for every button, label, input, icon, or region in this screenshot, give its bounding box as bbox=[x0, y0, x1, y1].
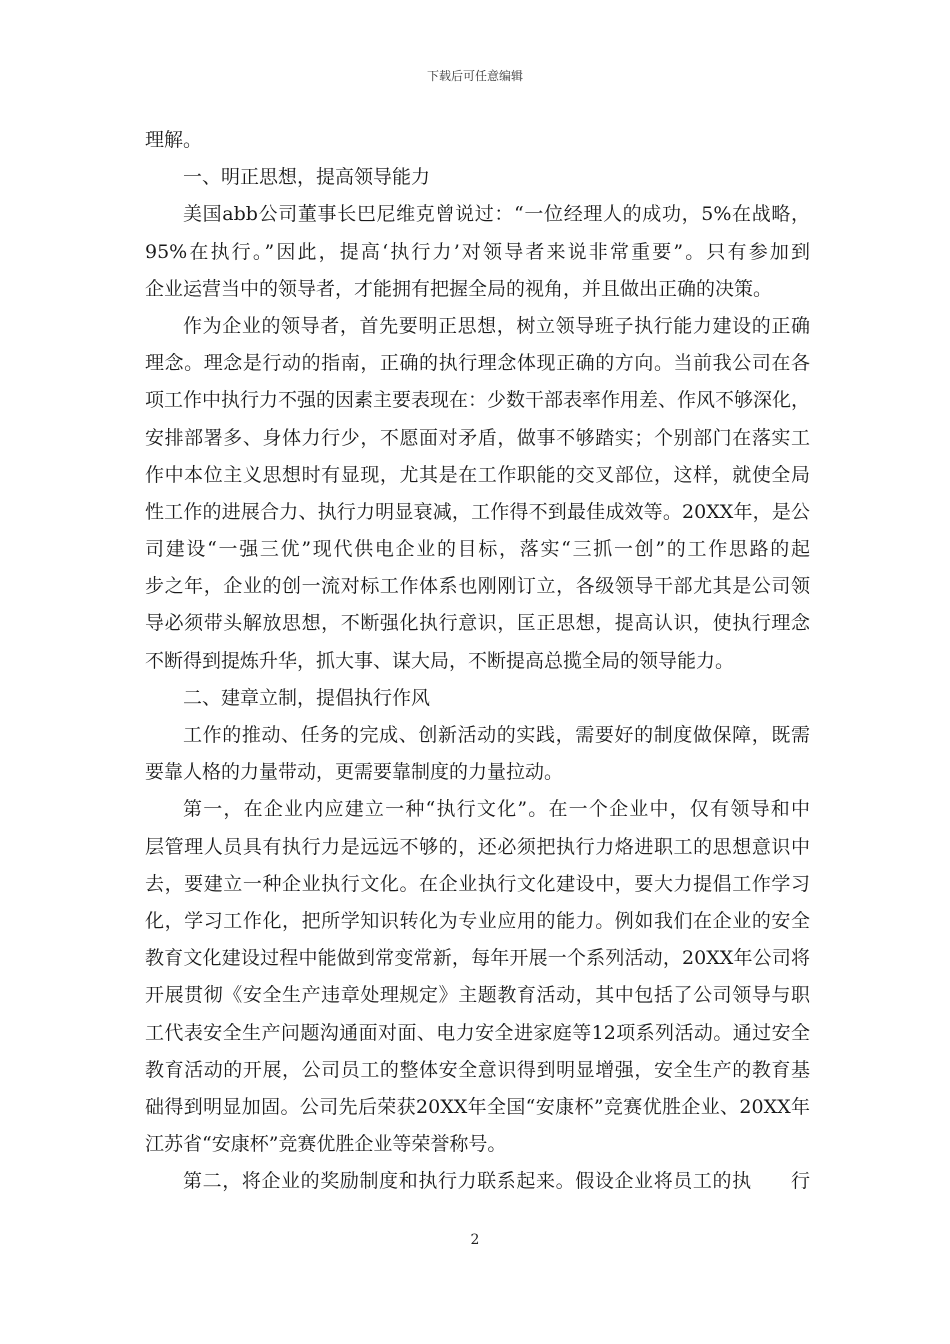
text-line: 安排部署多、身体力行少，不愿面对矛盾，做事不够踏实；个别部门在落实工 bbox=[145, 426, 810, 449]
text-line: 企业运营当中的领导者，才能拥有把握全局的视角，并且做出正确的决策。 bbox=[145, 277, 773, 300]
text-line: 导必须带头解放思想，不断强化执行意识，匡正思想，提高认识，使执行理念 bbox=[145, 612, 810, 635]
text-line: 工代表安全生产问题沟通面对面、电力安全进家庭等12项系列活动。通过安全 bbox=[145, 1021, 810, 1044]
text-line: 开展贯彻《安全生产违章处理规定》主题教育活动，其中包括了公司领导与职 bbox=[145, 984, 810, 1007]
text-line: 础得到明显加固。公司先后荣获20XX年全国“安康杯”竞赛优胜企业、20XX年 bbox=[145, 1095, 810, 1118]
text-line: 第一，在企业内应建立一种“执行文化”。在一个企业中，仅有领导和中 bbox=[183, 798, 810, 821]
text-line: 作为企业的领导者，首先要明正思想，树立领导班子执行能力建设的正确 bbox=[183, 314, 810, 337]
text-line: 工作的推动、任务的完成、创新活动的实践，需要好的制度做保障，既需 bbox=[183, 724, 810, 746]
page-header: 下载后可任意编辑 bbox=[426, 69, 523, 83]
text-line: 司建设“一强三优”现代供电企业的目标，落实“三抓一创”的工作思路的起 bbox=[145, 538, 810, 561]
text-line: 作中本位主义思想时有显现，尤其是在工作职能的交叉部位，这样，就使全局 bbox=[145, 463, 810, 486]
text-line: 理解。 bbox=[145, 129, 203, 151]
text-line: 去，要建立一种企业执行文化。在企业执行文化建设中，要大力提倡工作学习 bbox=[145, 872, 810, 895]
text-line: 第二，将企业的奖励制度和执行力联系起来。假设企业将员工的执 行 bbox=[183, 1170, 810, 1193]
text-line: 层管理人员具有执行力是远远不够的，还必须把执行力烙进职工的思想意识中 bbox=[145, 835, 810, 858]
text-line: 步之年，企业的创一流对标工作体系也刚刚订立，各级领导干部尤其是公司领 bbox=[145, 575, 810, 598]
document-body bbox=[145, 122, 810, 1200]
text-line: 江苏省“安康杯”竞赛优胜企业等荣誉称号。 bbox=[145, 1133, 507, 1156]
text-line: 教育文化建设过程中能做到常变常新，每年开展一个系列活动，20XX年公司将 bbox=[145, 947, 810, 970]
text-line: 化，学习工作化，把所学知识转化为专业应用的能力。例如我们在企业的安全 bbox=[145, 909, 810, 932]
text-line: 不断得到提炼升华，抓大事、谋大局，不断提高总揽全局的领导能力。 bbox=[145, 649, 735, 672]
page-number: 2 bbox=[470, 1232, 480, 1248]
text-line: 95%在执行。”因此，提高‘执行力’对领导者来说非常重要”。只有参加到 bbox=[145, 240, 810, 263]
text-line: 项工作中执行力不强的因素主要表现在：少数干部表率作用差、作风不够深化， bbox=[145, 389, 810, 412]
text-line: 性工作的进展合力、执行力明显衰减，工作得不到最佳成效等。20XX年，是公 bbox=[145, 500, 810, 523]
text-line: 一、明正思想，提高领导能力 bbox=[183, 166, 431, 189]
text-line: 二、建章立制，提倡执行作风 bbox=[183, 686, 431, 709]
text-line: 教育活动的开展，公司员工的整体安全意识得到明显增强，安全生产的教育基 bbox=[145, 1058, 810, 1081]
text-line: 要靠人格的力量带动，更需要靠制度的力量拉动。 bbox=[145, 761, 564, 784]
text-line: 美国abb公司董事长巴尼维克曾说过：“一位经理人的成功，5%在战略， bbox=[183, 203, 810, 226]
text-line: 理念。理念是行动的指南，正确的执行理念体现正确的方向。当前我公司在各 bbox=[145, 352, 810, 375]
